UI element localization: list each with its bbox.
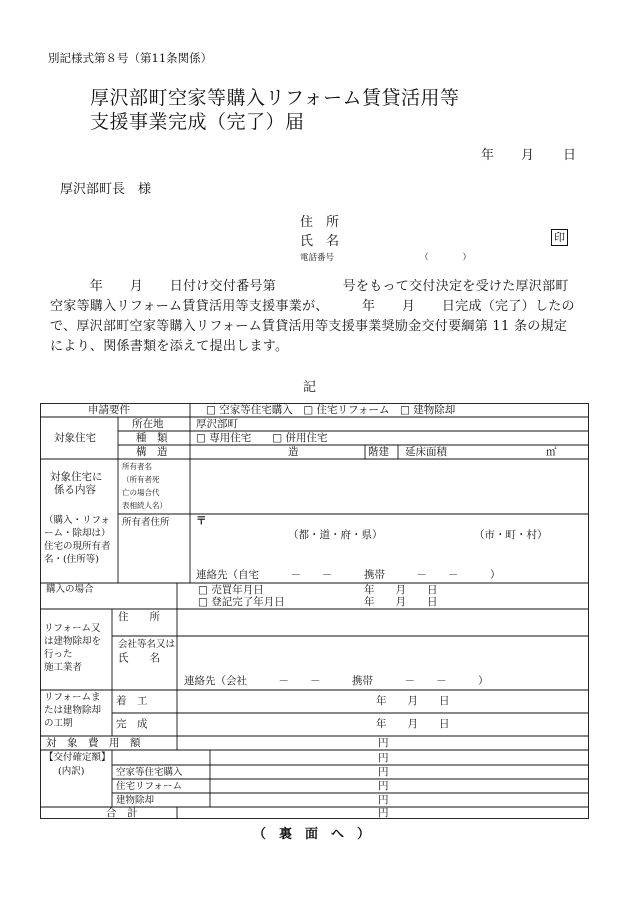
owner-name-label-1: 所有者名 — [122, 462, 152, 471]
breakdown-reform: 住宅リフォーム — [116, 781, 183, 792]
purchase-case-label: 購入の場合 — [46, 584, 94, 595]
company-label-2: 氏 名 — [118, 652, 160, 664]
total-yen: 円 — [378, 807, 389, 819]
location-label: 所在地 — [132, 418, 164, 430]
breakdown-demolition: 建物除却 — [116, 795, 155, 806]
contractor-line2: は建物除却を — [44, 636, 102, 647]
breakdown-demolition-yen: 円 — [378, 794, 389, 806]
structure-label: 構 造 — [136, 446, 168, 458]
location-value: 厚沢部町 — [196, 418, 238, 430]
form-title-line1: 厚沢部町空家等購入リフォーム賃貸活用等 — [90, 87, 460, 109]
owner-name-label-4: 表相続人名） — [122, 501, 167, 510]
type-options[interactable]: □ 専用住宅 □ 併用住宅 — [196, 432, 328, 444]
breakdown-reform-yen: 円 — [378, 780, 389, 792]
owner-name-label-2: （所有者死 — [122, 475, 160, 484]
registration-date-label: □ 登記完了年月日 — [198, 596, 285, 608]
breakdown-purchase: 空家等住宅購入 — [116, 767, 183, 778]
floor-area-label: 延床面積 — [405, 446, 447, 458]
total-label: 合 計 — [106, 807, 138, 819]
date-year: 年 — [481, 148, 495, 163]
structure-zou: 造 — [288, 446, 299, 458]
target-cost-yen: 円 — [378, 737, 389, 749]
applicant-address-label: 住 所 — [300, 215, 340, 230]
type-label: 種 類 — [136, 432, 168, 444]
period-line1: リフォームま — [44, 692, 101, 703]
phone-parens: （ ） — [420, 253, 472, 263]
purchase-note-line1: （購入・リフォ — [44, 515, 111, 526]
prefecture-label: （都・道・府・県） — [288, 529, 383, 541]
complete-ymd: 年 月 日 — [376, 718, 450, 730]
postal-mark: 〒 — [196, 515, 207, 527]
purchase-note-line2: ーム・除却は） — [44, 528, 111, 539]
target-house-label: 対象住宅 — [54, 432, 96, 444]
contractor-address-label: 住 所 — [118, 611, 160, 623]
company-label-1: 会社等名又は — [118, 639, 176, 650]
seal-mark: 印 — [551, 229, 568, 246]
sale-date-label: □ 売買年月日 — [198, 584, 264, 596]
owner-name-label-3: 亡の場合代 — [122, 488, 160, 497]
period-line3: の工期 — [44, 718, 73, 729]
target-cost-label: 対 象 費 用 額 — [46, 737, 141, 749]
grant-amount-yen: 円 — [378, 752, 389, 764]
form-number: 別記様式第８号（第11条関係） — [48, 51, 213, 65]
details-table — [40, 403, 589, 819]
purchase-note-line3: 住宅の現所有者 — [44, 541, 111, 552]
start-ymd: 年 月 日 — [376, 695, 450, 707]
breakdown-label: (内訳) — [58, 766, 85, 777]
declaration-text: 年 月 日付け交付番号第 号をもって交付決定を受けた厚沢部町空家等購入リフォーム賃貸活用等支援事業が、 年 月 日完成（完了）したので、厚沢部町空家等購入リフォーム賃貸活用等支援事業奨励金交付要綱第 11 条の規定により、関係書類を添えて提出します。 — [50, 279, 575, 354]
target-content-line2: 係る内容 — [54, 484, 96, 496]
contact-company: 連絡先（会社 － － 携帯 － － ） — [184, 675, 489, 687]
phone-label: 電話番号 — [300, 253, 335, 263]
contact-home: 連絡先（自宅 － － 携帯 － － ） — [196, 569, 501, 581]
req-options[interactable]: □ 空家等住宅購入 □ 住宅リフォーム □ 建物除却 — [206, 404, 456, 416]
contractor-line4: 施工業者 — [44, 662, 83, 673]
contractor-line1: リフォーム又 — [44, 623, 101, 634]
back-page-note: （ 裏 面 へ ） — [253, 827, 371, 842]
complete-label: 完 成 — [116, 718, 148, 730]
target-content-line1: 対象住宅に — [50, 471, 103, 483]
addressee: 厚沢部町長 様 — [60, 182, 152, 197]
registration-date-ymd: 年 月 日 — [364, 596, 438, 608]
form-title-line2: 支援事業完成（完了）届 — [90, 111, 305, 133]
floors-label: 階建 — [368, 446, 389, 458]
start-label: 着 工 — [116, 695, 148, 707]
applicant-name-label: 氏 名 — [300, 234, 340, 249]
application-req-label: 申請要件 — [88, 404, 130, 416]
city-label: （市・町・村） — [474, 529, 548, 541]
date-month: 月 — [521, 148, 535, 163]
period-line2: たは建物除却 — [44, 705, 102, 716]
owner-address-label: 所有者住所 — [122, 517, 170, 528]
sale-date-ymd: 年 月 日 — [364, 584, 438, 596]
breakdown-purchase-yen: 円 — [378, 766, 389, 778]
sqm-unit: ㎡ — [546, 446, 557, 458]
ki-heading: 記 — [303, 380, 317, 395]
purchase-note-line4: 名・(住所等) — [44, 554, 99, 565]
date-day: 日 — [563, 148, 577, 163]
grant-amount-label: 【交付確定額】 — [44, 752, 111, 763]
contractor-line3: 行った — [44, 649, 73, 660]
